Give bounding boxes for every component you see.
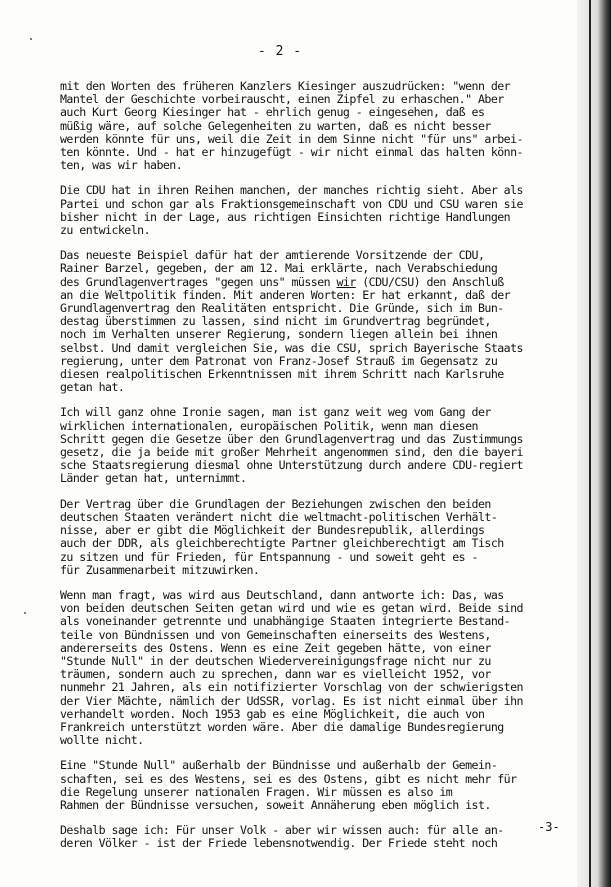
text-line: Rahmen der Bündnisse versuchen, soweit Annäherung eben möglich ist. [60, 797, 491, 812]
text-line: Grundlagenvertrag den Realitäten entspricht. Die Gründe, sich im Bun- [60, 301, 504, 316]
paragraph [60, 759, 554, 812]
text-line: Mantel der Geschichte vorbeirauscht, einen Zipfel zu erhaschen." Aber [60, 92, 504, 107]
text-line: verhandelt worden. Noch 1953 gab es eine Möglichkeit, die auch von [60, 706, 485, 721]
paragraph [60, 824, 554, 850]
scan-edge-line [589, 0, 591, 887]
paragraph [60, 406, 554, 485]
text-line: Wenn man fragt, was wird aus Deutschland, dann antworte ich: Das, was [60, 587, 504, 602]
text-line: Deshalb sage ich: Für unser Volk - aber wir wissen auch: für alle an- [60, 823, 504, 838]
text-line: selbst. Und damit vergleichen Sie, was die CSU, sprich Bayerische Staats [60, 340, 523, 355]
text-line: ten könnte. Und - hat er hinzugefügt - wir nicht einmal das halten könn- [60, 145, 523, 160]
paragraph [60, 249, 554, 394]
text-line: für Zusammenarbeit mitzuwirken. [60, 562, 260, 577]
text-line: bisher nicht in der Lage, aus richtigen Einsichten richtige Handlungen [60, 209, 511, 224]
text-line: teile von Bündnissen und von Gemeinschaften einerseits des Westens, [60, 627, 491, 642]
scan-speck [30, 38, 32, 40]
text-line: auch Kurt Georg Kiesinger hat - ehrlich genug - eingesehen, daß es [60, 105, 485, 120]
text-line: Partei und schon gar als Fraktionsgemeinschaft von CDU und CSU waren sie [60, 196, 523, 211]
text-line: Schritt gegen die Gesetze über den Grundlagenvertrag und das Zustimmungs [60, 431, 523, 446]
text-line: destag überstimmen zu lassen, sind nicht im Grundvertrag begründet, [60, 314, 491, 329]
text-line: Die CDU hat in ihren Reihen manchen, der manches richtig sieht. Aber als [60, 183, 523, 198]
text-line: die Regelung unserer nationalen Fragen. Wir müssen es also im [60, 784, 453, 799]
text-line: diesen realpolitischen Erkenntnissen mit ihrem Schritt nach Karlsruhe [60, 367, 504, 382]
text-line: deutschen Staaten verändert nicht die weltmacht-politischen Verhält- [60, 509, 498, 524]
text-line: auch der DDR, als gleichberechtigte Partner gleichberechtigt am Tisch [60, 536, 504, 551]
text-line: Eine "Stunde Null" außerhalb der Bündnisse und außerhalb der Gemein- [60, 758, 498, 773]
text-line: als voneinander getrennte und unabhängige Staaten integrierte Bestand- [60, 614, 511, 629]
text-line: Ich will ganz ohne Ironie sagen, man ist ganz weit weg vom Gang der [60, 405, 491, 420]
paragraph [60, 498, 554, 577]
text-line: Länder getan hat, unternimmt. [60, 471, 247, 486]
text-line: sche Staatsregierung diesmal ohne Unterstützung durch andere CDU-regiert [60, 458, 523, 473]
paragraph [60, 184, 554, 237]
text-line: andererseits des Ostens. Wenn es eine Zeit gegeben hätte, von einer [60, 640, 491, 655]
text-line: mit den Worten des früheren Kanzlers Kiesinger auszudrücken: "wenn der [60, 79, 511, 93]
text-line: wollte nicht. [60, 733, 144, 748]
text-line: getan hat. [60, 380, 125, 395]
text-line: regierung, unter dem Patronat von Franz-Josef Strauß im Gegensatz zu [60, 353, 498, 368]
document-body [60, 80, 554, 863]
text-line: deren Völker - ist der Friede lebensnotwendig. Der Friede steht noch [60, 836, 498, 851]
text-line: der Vier Mächte, nämlich der UdSSR, vorlag. Es ist nicht einmal über ihn [60, 693, 523, 708]
text-line: müßig wäre, auf solche Gelegenheiten zu warten, daß es nicht besser [60, 118, 491, 133]
emphasis-underline: wir [336, 274, 356, 289]
text-line: nisse, aber er gibt die Möglichkeit der Bundesrepublik, allerdings [60, 523, 485, 538]
text-line: träumen, sondern auch zu sprechen, dann war es vielleicht 1952, vor [60, 667, 491, 682]
paragraph [60, 589, 554, 747]
page-number: - 2 - [257, 44, 303, 59]
text-line: werden könnte für uns, weil die Zeit in dem Sinne nicht "für uns" arbei- [60, 131, 523, 146]
text-line: von beiden deutschen Seiten getan wird und wie es getan wird. Beide sind [60, 601, 523, 616]
text-line: zu entwickeln. [60, 223, 151, 238]
text-line: des Grundlagenvertrages "gegen uns" müssen wir (CDU/CSU) den Anschluß [60, 274, 504, 289]
text-line: Frankreich unterstützt worden wäre. Aber die damalige Bundesregierung [60, 719, 504, 734]
text-line: Rainer Barzel, gegeben, der am 12. Mai erklärte, nach Verabschiedung [60, 261, 498, 276]
text-line: Der Vertrag über die Grundlagen der Beziehungen zwischen den beiden [60, 496, 491, 511]
text-line: schaften, sei es des Westens, sei es des Ostens, gibt es nicht mehr für [60, 771, 517, 786]
scan-page-edge [577, 0, 611, 887]
next-page-marker: -3- [538, 820, 560, 834]
text-line: an die Weltpolitik finden. Mit anderen Worten: Er hat erkannt, daß der [60, 287, 511, 302]
text-line: ten, was wir haben. [60, 158, 183, 173]
text-line: noch im Verhalten unserer Regierung, sondern liegen allein bei ihnen [60, 327, 498, 342]
text-line: zu sitzen und für Frieden, für Entspannung - und soweit geht es - [60, 549, 478, 564]
text-line: "Stunde Null" in der deutschen Wiedervereinigungsfrage nicht nur zu [60, 653, 491, 668]
text-line: Das neueste Beispiel dafür hat der amtierende Vorsitzende der CDU, [60, 248, 485, 263]
paragraph [60, 80, 554, 172]
text-line: nunmehr 21 Jahren, als ein notifizierter Vorschlag von der schwierigsten [60, 680, 523, 695]
text-line: wirklichen internationalen, europäischen Politik, wenn man diesen [60, 418, 478, 433]
scan-speck [24, 612, 26, 614]
text-line: gesetz, die ja beide mit großer Mehrheit angenommen sind, den die bayeri [60, 445, 523, 460]
